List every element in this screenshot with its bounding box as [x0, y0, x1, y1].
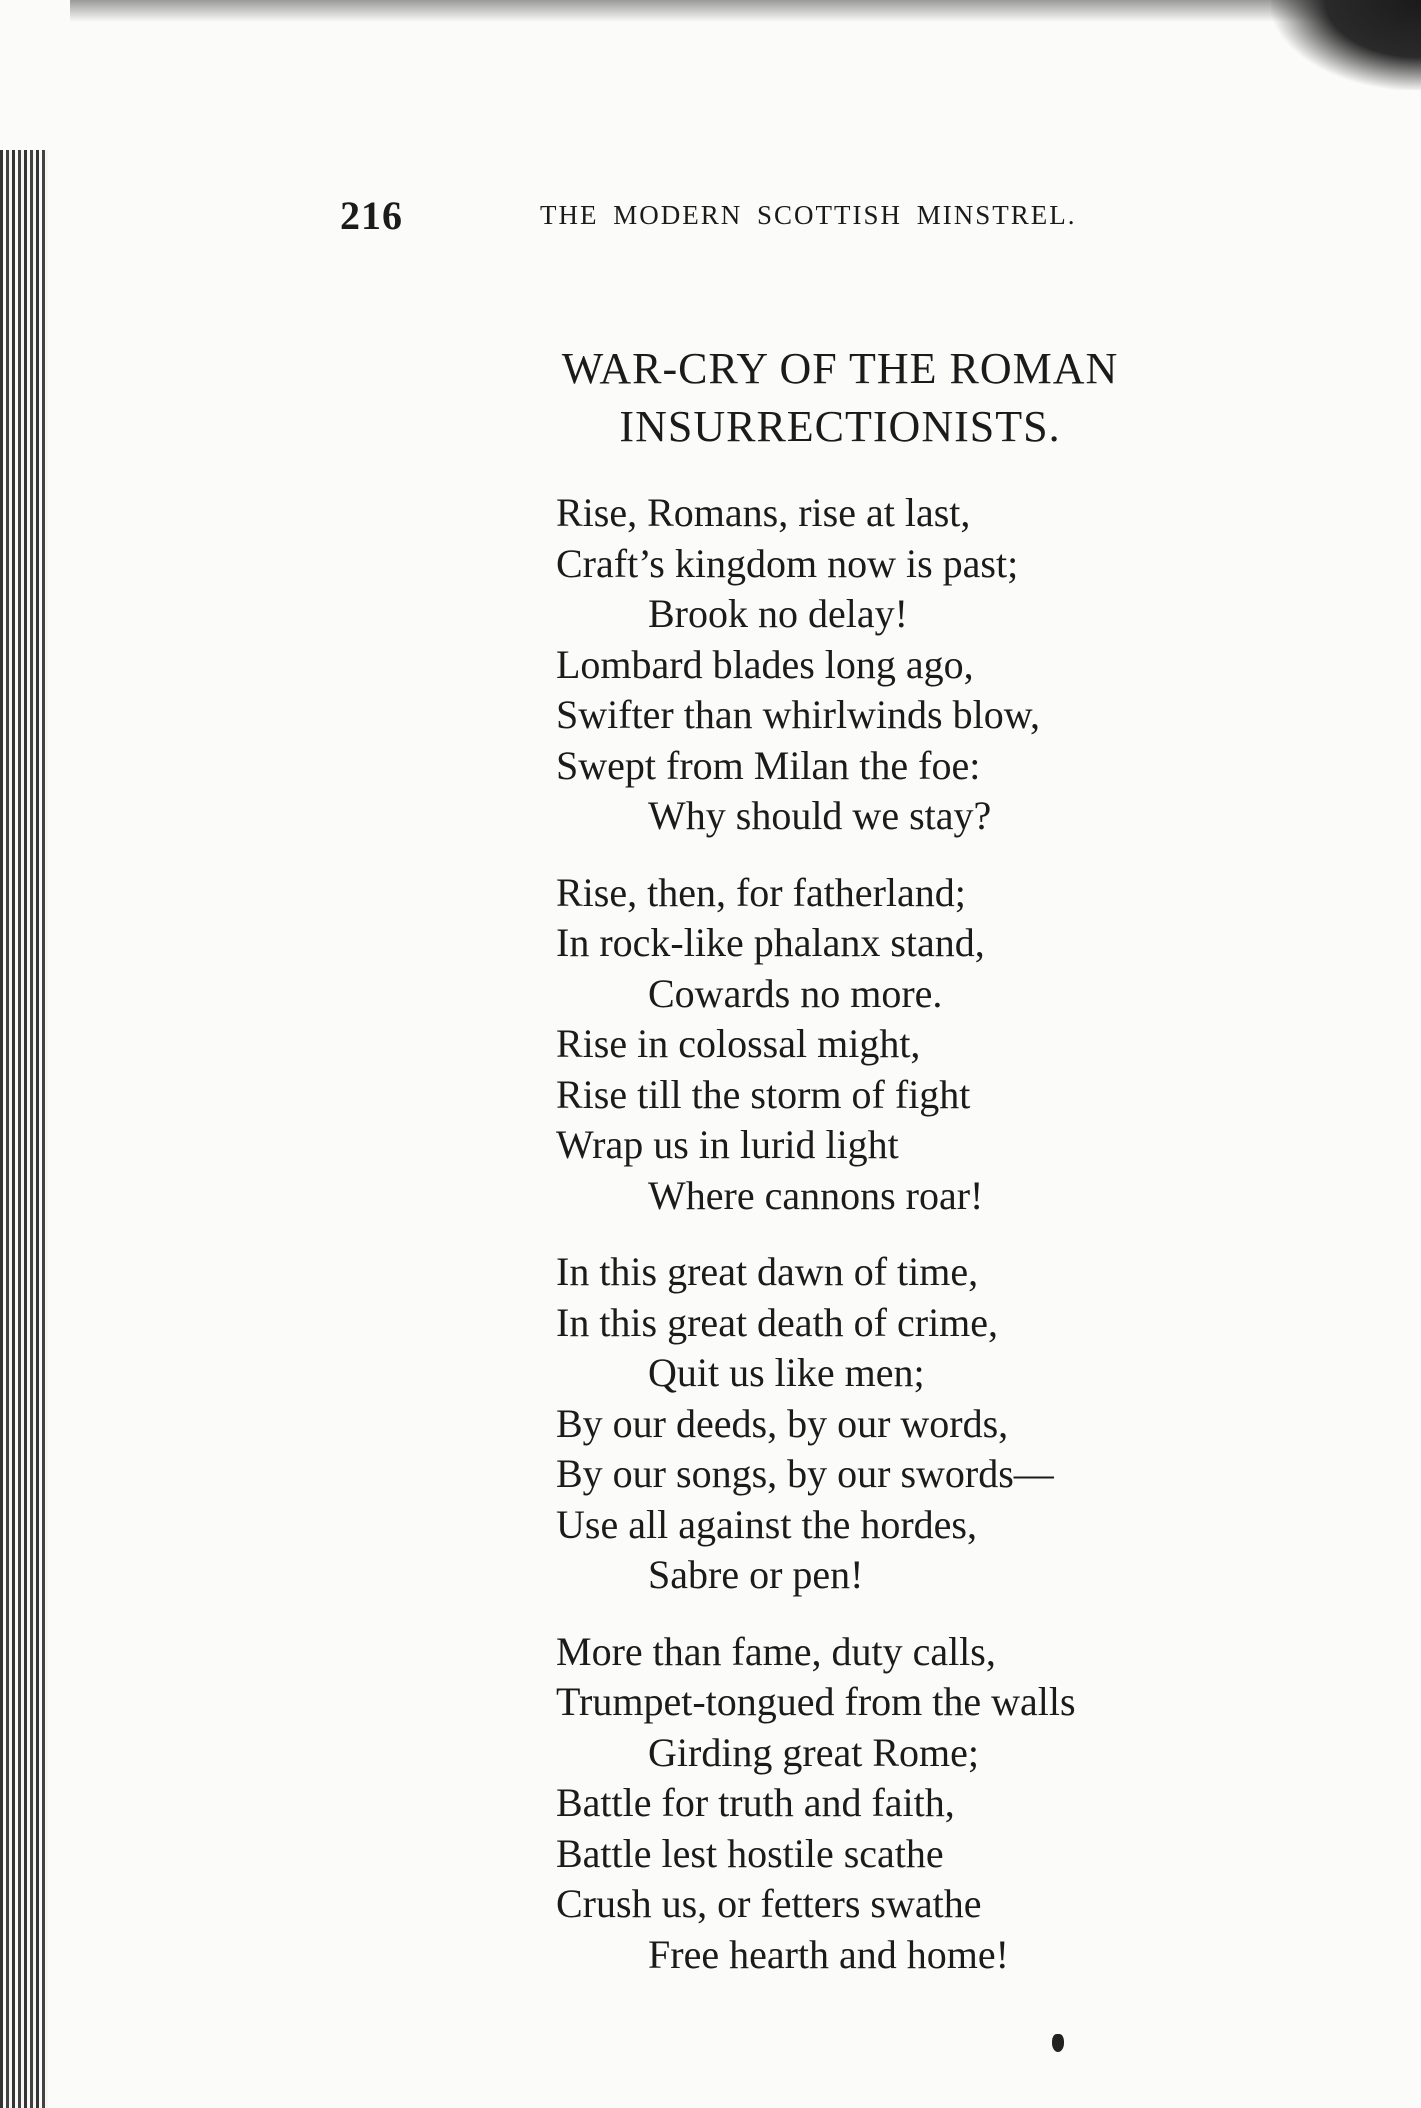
- poem-line: Cowards no more.: [648, 970, 943, 1016]
- poem-line: Battle lest hostile scathe: [556, 1830, 944, 1876]
- end-ornament: [1052, 2034, 1064, 2052]
- poem-line: By our deeds, by our words,: [556, 1400, 1009, 1446]
- poem-line: By our songs, by our swords—: [556, 1451, 1054, 1496]
- poem-line: Where cannons roar!: [648, 1172, 984, 1218]
- running-head: THE MODERN SCOTTISH MINSTREL.: [540, 200, 1077, 230]
- page-number: 216: [340, 193, 403, 238]
- poem-line: Sabre or pen!: [648, 1552, 864, 1597]
- poem-line: Crush us, or fetters swathe: [556, 1881, 982, 1926]
- book-binding-edge: [0, 150, 48, 2108]
- poem-line: Rise, then, for fatherland;: [556, 869, 966, 915]
- page-corner-shadow: [1271, 0, 1421, 90]
- poem-body: [556, 488, 1256, 2006]
- page-top-edge-shadow: [70, 0, 1421, 22]
- poem-line: Rise in colossal might,: [556, 1021, 921, 1066]
- poem-line: Girding great Rome;: [648, 1729, 980, 1775]
- poem-line: Craft’s kingdom now is past;: [556, 540, 1019, 586]
- poem-line: Quit us like men;: [648, 1350, 925, 1395]
- page-header: [340, 192, 1160, 242]
- poem-line: In this great dawn of time,: [556, 1249, 979, 1294]
- poem-line: More than fame, duty calls,: [556, 1628, 996, 1674]
- stanza: [556, 1627, 1256, 1981]
- poem-line: Lombard blades long ago,: [556, 641, 974, 687]
- poem-line: Wrap us in lurid light: [556, 1122, 899, 1167]
- stanza: [556, 868, 1256, 1222]
- stanza: [556, 1247, 1256, 1601]
- poem-line: Rise till the storm of fight: [556, 1071, 971, 1117]
- poem-title: [510, 340, 1170, 456]
- poem-line: Swifter than whirlwinds blow,: [556, 692, 1041, 737]
- poem-line: In this great death of crime,: [556, 1299, 999, 1345]
- poem-line: Why should we stay?: [648, 793, 992, 838]
- poem-line: Brook no delay!: [648, 591, 908, 636]
- stanza: [556, 488, 1256, 842]
- poem-line: In rock-like phalanx stand,: [556, 920, 985, 965]
- poem-line: Use all against the hordes,: [556, 1501, 977, 1547]
- poem-title-line: INSURRECTIONISTS.: [619, 402, 1061, 451]
- poem-line: Rise, Romans, rise at last,: [556, 490, 971, 535]
- poem-line: Swept from Milan the foe:: [556, 742, 981, 788]
- poem-line: Free hearth and home!: [648, 1931, 1009, 1977]
- poem-title-line: WAR-CRY OF THE ROMAN: [561, 344, 1119, 393]
- poem-line: Battle for truth and faith,: [556, 1780, 955, 1825]
- poem-line: Trumpet-tongued from the walls: [556, 1679, 1076, 1724]
